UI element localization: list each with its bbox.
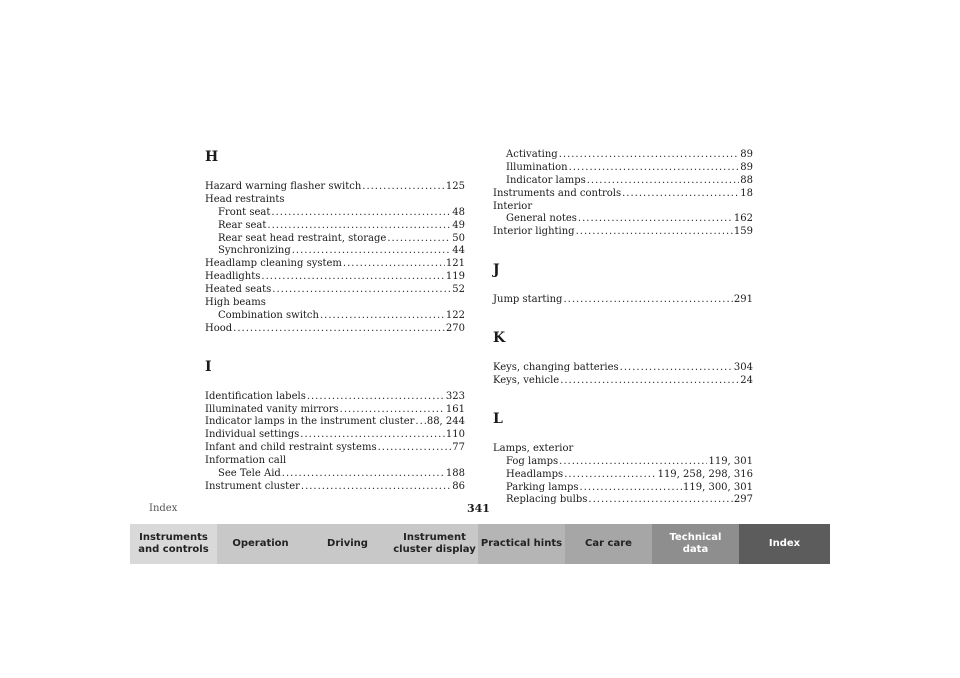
entry-label: Headlamps — [506, 468, 564, 480]
entry-page-ref: 323 — [445, 390, 465, 402]
entry-page-ref: 119, 300, 301 — [683, 481, 753, 493]
tab-operation[interactable]: Operation — [217, 524, 304, 564]
dot-leader — [563, 294, 732, 307]
entry-label: Headlights — [205, 271, 261, 283]
page-number: 341 — [467, 502, 490, 515]
entry-page-ref: 110 — [445, 429, 465, 441]
entry-label: Interior — [493, 200, 533, 212]
entry-label: Indicator lamps — [506, 174, 586, 186]
entry-label: Activating — [506, 149, 558, 160]
index-subentry-replacing-bulbs[interactable] — [493, 494, 753, 507]
tab-practical-hints[interactable]: Practical hints — [478, 524, 565, 564]
entry-page-ref: 304 — [733, 362, 753, 374]
entry-label: Interior lighting — [493, 226, 575, 238]
index-subentry-rear-seat[interactable] — [205, 220, 465, 233]
entry-label: Head restraints — [205, 193, 285, 205]
entry-label: Illumination — [506, 161, 568, 173]
dot-leader — [271, 207, 451, 220]
dot-leader — [564, 469, 656, 482]
entry-label: Rear seat head restraint, storage — [218, 232, 387, 244]
dot-leader — [622, 188, 739, 201]
index-letter-heading: L — [493, 410, 503, 427]
index-subentry-general-notes[interactable] — [493, 213, 753, 226]
entry-page-ref: 24 — [740, 375, 753, 387]
index-subentry-headlamps[interactable] — [493, 469, 753, 482]
entry-page-ref: 188 — [445, 468, 465, 480]
entry-label: Instrument cluster — [205, 480, 300, 492]
dot-leader — [560, 375, 739, 388]
dot-leader — [587, 175, 740, 188]
dot-leader — [320, 310, 445, 323]
entry-page-ref: 50 — [452, 232, 465, 244]
index-subentry-parking-lamps[interactable] — [493, 482, 753, 495]
entry-page-ref: 88, 244 — [426, 416, 465, 428]
section-gap — [205, 336, 465, 359]
entry-page-ref: 86 — [452, 480, 465, 492]
dot-leader — [559, 456, 707, 469]
entry-label: Headlamp cleaning system — [205, 258, 342, 270]
dot-leader — [362, 181, 445, 194]
entry-label: Individual settings — [205, 429, 300, 441]
dot-leader — [579, 482, 682, 495]
dot-leader — [261, 271, 445, 284]
index-entry-hood[interactable] — [205, 323, 465, 336]
index-entry-keys-changing-batteries[interactable] — [493, 362, 753, 375]
index-letter-heading: J — [493, 262, 500, 279]
index-entry-individual-settings[interactable] — [205, 429, 465, 442]
index-entry-indicator-lamps-in-the-instrument-cluster[interactable] — [205, 416, 465, 429]
entry-page-ref: 49 — [452, 219, 465, 231]
index-subentry-rear-seat-head-restraint-storage[interactable] — [205, 233, 465, 246]
index-subentry-fog-lamps[interactable] — [493, 456, 753, 469]
entry-page-ref: 125 — [445, 181, 465, 192]
entry-label: Parking lamps — [506, 481, 579, 493]
index-entry-head-restraints[interactable] — [205, 194, 465, 207]
footer-section-title: Index — [149, 503, 178, 514]
index-column-left — [205, 149, 465, 494]
entry-page-ref: 121 — [445, 258, 465, 270]
index-subentry-synchronizing[interactable] — [205, 245, 465, 258]
entry-label: Information call — [205, 455, 287, 467]
dot-leader — [569, 162, 740, 175]
tab-driving[interactable]: Driving — [304, 524, 391, 564]
entry-label: Keys, changing batteries — [493, 362, 619, 374]
entry-label: Front seat — [218, 206, 271, 218]
entry-page-ref: 44 — [452, 245, 465, 257]
dot-leader — [620, 362, 733, 375]
index-entry-headlights[interactable] — [205, 271, 465, 284]
dot-leader — [387, 233, 451, 246]
dot-leader — [272, 284, 451, 297]
index-entry-headlamp-cleaning-system[interactable] — [205, 258, 465, 271]
index-entry-heated-seats[interactable] — [205, 284, 465, 297]
dot-leader — [343, 258, 445, 271]
dot-leader — [292, 245, 452, 258]
index-entry-interior[interactable] — [493, 201, 753, 214]
index-entry-illuminated-vanity-mirrors[interactable] — [205, 404, 465, 417]
index-subentry-illumination[interactable] — [493, 162, 753, 175]
dot-leader — [559, 149, 740, 162]
entry-label: Infant and child restraint systems — [205, 442, 377, 454]
dot-leader — [415, 416, 425, 429]
entry-page-ref: 52 — [452, 284, 465, 296]
entry-label: Jump starting — [493, 294, 563, 306]
entry-label: Identification labels — [205, 390, 306, 402]
dot-leader — [282, 468, 445, 481]
entry-label: Hood — [205, 322, 233, 334]
index-entry-high-beams[interactable] — [205, 297, 465, 310]
entry-page-ref: 88 — [740, 174, 753, 186]
index-entry-jump-starting[interactable] — [493, 294, 753, 307]
index-entry-instrument-cluster[interactable] — [205, 481, 465, 494]
index-entry-lamps-exterior[interactable] — [493, 443, 753, 456]
tab-car-care[interactable]: Car care — [565, 524, 652, 564]
entry-page-ref: 119 — [445, 271, 465, 283]
dot-leader — [307, 391, 445, 404]
index-entry-information-call[interactable] — [205, 455, 465, 468]
entry-label: Heated seats — [205, 284, 272, 296]
entry-page-ref: 119, 258, 298, 316 — [657, 468, 753, 480]
entry-page-ref: 161 — [445, 403, 465, 415]
entry-label: Keys, vehicle — [493, 375, 560, 387]
entry-label: Synchronizing — [218, 245, 291, 257]
dot-leader — [301, 481, 451, 494]
index-column-right — [493, 149, 753, 507]
tab-technical-data[interactable]: Technical data — [652, 524, 739, 564]
entry-page-ref: 48 — [452, 206, 465, 218]
entry-page-ref: 162 — [733, 213, 753, 225]
dot-leader — [300, 429, 445, 442]
index-letter-heading: K — [493, 330, 506, 347]
entry-page-ref: 122 — [445, 309, 465, 321]
entry-page-ref: 297 — [733, 494, 753, 506]
index-subentry-combination-switch[interactable] — [205, 310, 465, 323]
section-tab-bar — [130, 524, 830, 564]
index-subentry-activating[interactable] — [493, 149, 753, 162]
index-letter-heading: I — [205, 358, 212, 375]
entry-label: Rear seat — [218, 219, 267, 231]
tab-index[interactable]: Index — [739, 524, 830, 564]
dot-leader — [378, 442, 452, 455]
section-gap — [493, 388, 753, 411]
entry-label: Fog lamps — [506, 455, 559, 467]
entry-label: General notes — [506, 213, 577, 225]
dot-leader — [578, 213, 733, 226]
entry-page-ref: 18 — [740, 187, 753, 199]
index-entry-instruments-and-controls[interactable] — [493, 188, 753, 201]
entry-page-ref: 119, 301 — [708, 455, 753, 467]
index-subentry-see-tele-aid[interactable] — [205, 468, 465, 481]
tab-instruments-and-controls[interactable]: Instruments and controls — [130, 524, 217, 564]
index-subentry-indicator-lamps[interactable] — [493, 175, 753, 188]
entry-page-ref: 77 — [452, 442, 465, 454]
entry-label: Instruments and controls — [493, 187, 622, 199]
dot-leader — [576, 226, 733, 239]
tab-instrument-cluster-display[interactable]: Instrument cluster display — [391, 524, 478, 564]
index-entry-identification-labels[interactable] — [205, 391, 465, 404]
entry-page-ref: 89 — [740, 149, 753, 160]
dot-leader — [340, 404, 445, 417]
section-gap — [493, 239, 753, 262]
index-entry-infant-and-child-restraint-systems[interactable] — [205, 442, 465, 455]
entry-page-ref: 291 — [733, 294, 753, 306]
entry-label: Illuminated vanity mirrors — [205, 403, 339, 415]
entry-page-ref: 270 — [445, 322, 465, 334]
entry-label: Hazard warning flasher switch — [205, 181, 362, 192]
entry-label: Combination switch — [218, 309, 319, 321]
entry-page-ref: 89 — [740, 161, 753, 173]
entry-page-ref: 159 — [733, 226, 753, 238]
index-letter-heading: H — [205, 149, 219, 165]
dot-leader — [267, 220, 451, 233]
dot-leader — [233, 323, 445, 336]
index-entry-interior-lighting[interactable] — [493, 226, 753, 239]
entry-label: Lamps, exterior — [493, 442, 574, 454]
index-entry-keys-vehicle[interactable] — [493, 375, 753, 388]
entry-label: Indicator lamps in the instrument cluster — [205, 416, 415, 428]
dot-leader — [588, 494, 733, 507]
index-entry-hazard-warning-flasher-switch[interactable] — [205, 181, 465, 194]
section-gap — [493, 307, 753, 330]
entry-label: See Tele Aid — [218, 468, 281, 480]
entry-label: High beams — [205, 297, 266, 309]
entry-label: Replacing bulbs — [506, 494, 588, 506]
index-subentry-front-seat[interactable] — [205, 207, 465, 220]
